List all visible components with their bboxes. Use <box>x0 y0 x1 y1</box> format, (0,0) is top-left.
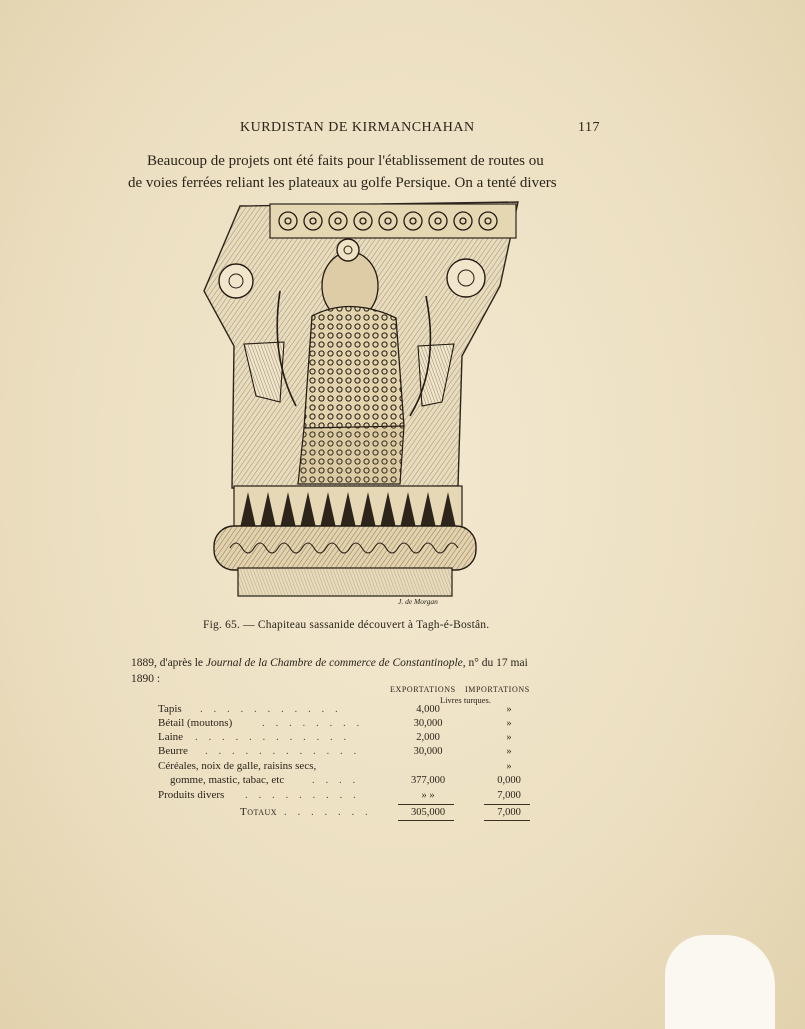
row-label: Beurre <box>158 745 188 757</box>
leader-dots: . . . . . . . . . <box>245 789 360 801</box>
row-label: gomme, mastic, tabac, etc <box>170 774 285 786</box>
export-value: 4,000 <box>416 704 440 715</box>
leader-dots: . . . . . . . . . . . <box>200 703 342 715</box>
page-tear <box>665 935 775 1029</box>
column-header-imports: IMPORTATIONS <box>465 685 530 694</box>
import-value: » <box>506 746 512 757</box>
paragraph-line: Beaucoup de projets ont été faits pour l'établissement de routes ou <box>147 153 544 169</box>
leader-dots: . . . . . . . <box>284 806 372 818</box>
import-value: » <box>506 732 512 743</box>
leader-dots: . . . . . . . . . . . . <box>195 731 351 743</box>
total-exports: 305,000 <box>410 807 446 818</box>
journal-title: Journal de la Chambre de commerce de Constantinople <box>205 657 463 669</box>
export-value: 377,000 <box>410 775 446 786</box>
import-value: 7,000 <box>497 790 521 801</box>
import-value: » <box>506 761 512 772</box>
import-value: 0,000 <box>497 775 521 786</box>
column-header-exports: EXPORTATIONS <box>390 685 456 694</box>
row-label: Tapis <box>158 703 182 715</box>
intro-text: 1890 : <box>131 673 161 685</box>
leader-dots: . . . . . . . . . . . . <box>205 745 361 757</box>
row-label: Bétail (moutons) <box>158 717 233 729</box>
row-label: Produits divers <box>158 789 225 801</box>
export-value: 30,000 <box>413 718 443 729</box>
total-label: Totaux <box>240 806 278 818</box>
leader-dots: . . . . . . . . <box>262 717 364 729</box>
export-value: 2,000 <box>416 732 440 743</box>
total-rule <box>484 804 530 805</box>
intro-text: 1889, d'après le <box>131 657 206 669</box>
total-rule <box>398 804 454 805</box>
unit-label: Livres turques. <box>440 695 491 705</box>
export-value: » » <box>421 790 435 801</box>
paragraph-line: de voies ferrées reliant les plateaux au golfe Persique. On a tenté divers <box>128 175 557 191</box>
import-value: » <box>506 704 512 715</box>
export-value: 30,000 <box>413 746 443 757</box>
leader-dots: . . . . <box>312 774 360 786</box>
intro-text: , n° du 17 mai <box>462 657 528 669</box>
figure-caption: Fig. 65. — Chapiteau sassanide découvert à Tagh-é-Bostân. <box>203 619 490 631</box>
import-value: » <box>506 718 512 729</box>
total-underline <box>484 820 530 821</box>
running-title: KURDISTAN DE KIRMANCHAHAN <box>240 120 475 135</box>
page-number: 117 <box>578 120 600 135</box>
total-underline <box>398 820 454 821</box>
row-label: Céréales, noix de galle, raisins secs, <box>158 760 317 772</box>
row-label: Laine <box>158 731 184 743</box>
engraver-signature: J. de Morgan <box>398 597 438 606</box>
total-imports: 7,000 <box>497 807 521 818</box>
